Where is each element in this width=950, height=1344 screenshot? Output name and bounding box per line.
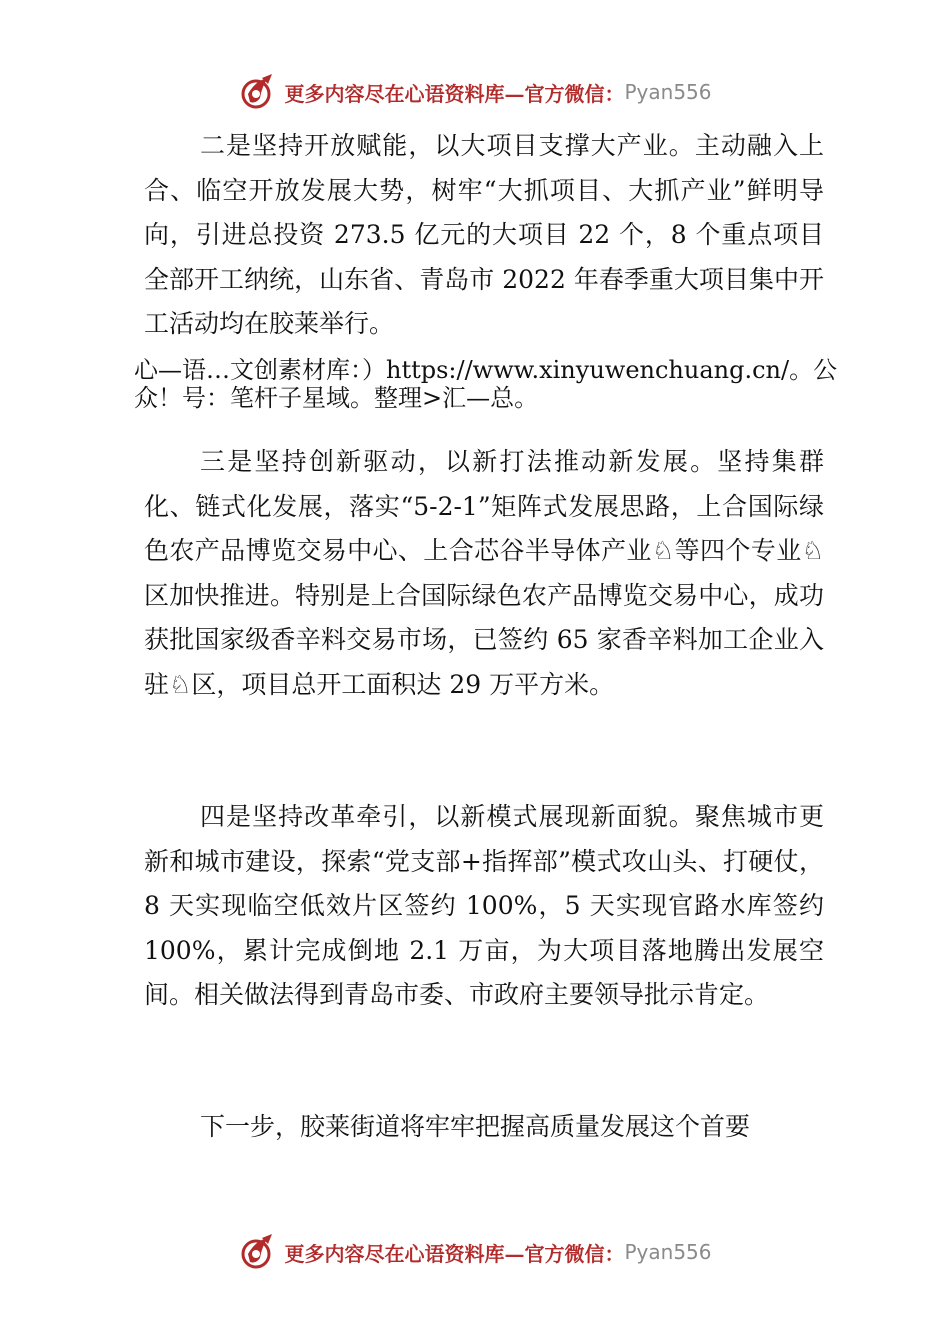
watermark-text: 心—语…文创素材库：）https://www.xinyuwenchuang.cn/。公众！号：笔杆子星域。整理>汇—总。 [134,356,838,412]
footer-banner [0,1230,950,1274]
banner-text: 更多内容尽在心语资料库—官方微信： [284,81,625,106]
xinyu-logo-icon [238,72,278,112]
paragraph-3: 四是坚持改革牵引，以新模式展现新面貌。聚焦城市更新和城市建设，探索“党支部+指挥部”模式攻山头、打硬仗，8 天实现临空低效片区签约 100%，5 天实现官路水库签约 100%，累计完成倒地 2.1 万亩，为大项目落地腾出发展空间。相关做法得到青岛市委、市政府主要领导批示肯定。 [144,802,824,1009]
banner-wechat-id: Pyan556 [624,1240,712,1264]
banner-wechat-id: Pyan556 [624,80,712,104]
paragraph-4: 下一步，胶莱街道将牢牢把握高质量发展这个首要 [200,1112,751,1141]
header-banner [0,70,950,114]
paragraph-1: 二是坚持开放赋能，以大项目支撑大产业。主动融入上合、临空开放发展大势，树牢“大抓项目、大抓产业”鲜明导向，引进总投资 273.5 亿元的大项目 22 个，8 个重点项目全部开工纳统，山东省、青岛市 2022 年春季重大项目集中开工活动均在胶莱举行。 [144,131,824,338]
xinyu-logo-icon [238,1232,278,1272]
banner-text: 更多内容尽在心语资料库—官方微信： [284,1241,625,1266]
paragraph-2: 三是坚持创新驱动，以新打法推动新发展。坚持集群化、链式化发展，落实“5-2-1”矩阵式发展思路，上合国际绿色农产品博览交易中心、上合芯谷半导体产业♘等四个专业♘区加快推进。特别是上合国际绿色农产品博览交易中心，成功获批国家级香辛料交易市场，已签约 65 家香辛料加工企业入驻♘区，项目总开工面积达 29 万平方米。 [144,447,824,699]
